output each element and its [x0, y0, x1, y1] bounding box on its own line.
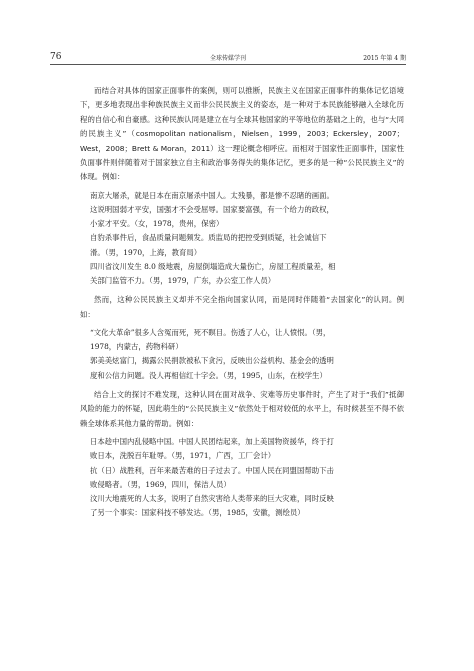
body-paragraph: 结合上文的探讨不难发现，这种认同在面对战争、灾难等历史事件时，产生了对于“我们”抵御风险的能力的怀疑，因此萌生的“公民民族主义”依然处于相对较低的水平上，有时候甚至不得不依赖全球体系其他力量的帮助。例如： [80, 389, 404, 428]
quote-block [90, 435, 340, 520]
page-number: 76 [50, 52, 62, 62]
body-paragraph: 而结合对具体的国家正面事件的案例，则可以推断，民族主义在国家正面事件的集体记忆语境下，更多地表现出非种族民族主义而非公民民族主义的姿态，是一种对于本民族能够融入全球化历程的自信心和自豪感。这种民族认同是建立在与全球其他国家的平等地位的基础之上的，也与“大同的民族主义”（cosmopolitan nationalism，Nielsen，1999，2003；Eckersley，2007；West，2008；Brett & Moran，2011）这一理论概念相呼应。而相对于国家性正面事件，国家性负面事件则伴随着对于国家独立自主和政治事务得失的集体记忆，更多的是一种“公民民族主义”的体现。例如： [80, 86, 404, 182]
issue-label: 2015 年第 4 期 [363, 55, 406, 62]
interview-quote: 自豹杀事件后，食品质量问题频发。质监局的把控受到质疑，社会诚信下滑。（男，1970，上海，教育局） [90, 233, 327, 257]
body-paragraph: 然而，这种公民民族主义却并不完全指向国家认同，而是同时伴随着“去国家化”的认同。例如： [80, 295, 404, 319]
article-body [80, 84, 404, 520]
interview-quote: 郭美美炫富门，揭露公民捐款被私下贪污，反映出公益机构、基金会的透明度和公信力问题。没人再相信红十字会。（男，1995，山东，在校学生） [90, 356, 334, 380]
interview-quote: 四川省汶川发生 8.0 级地震，房屋倒塌造成大量伤亡，房屋工程质量差，相关部门监管不力。（男，1979，广东，办公室工作人员） [90, 261, 336, 286]
interview-quote: 日本趁中国内乱侵略中国。中国人民团结起来，加上美国物资援华，终于打败日本，洗脱百年耻辱。（男，1971，广西，工厂会计） [90, 437, 334, 461]
quote-block [90, 326, 340, 383]
running-header [50, 50, 406, 65]
interview-quote: 南京大屠杀，就是日本在南京屠杀中国人。太残暴，都是惨不忍睹的画面。这说明国弱才平安，国强才不会受屈辱。国家要富强，有一个给力的政权，小家才平安。（女，1978，贵州，保密） [90, 190, 334, 229]
interview-quote: “文化大革命”很多人含冤而死，死不瞑目。伤透了人心，让人愤恨。（男，1978，内蒙古，药物科研） [90, 328, 331, 352]
journal-title: 全球传媒学刊 [209, 55, 246, 62]
quote-block [90, 189, 340, 288]
interview-quote: 抗（日）战胜利，百年来最苦难的日子过去了。中国人民在同盟国帮助下击败侵略者。（男，1969，四川，保洁人员） [90, 465, 334, 489]
interview-quote: 汶川大地震死的人太多，说明了自然灾害给人类带来的巨大灾难，同时反映了另一个事实：国家科技不够发达。（男，1985，安徽，测绘员） [90, 493, 334, 518]
